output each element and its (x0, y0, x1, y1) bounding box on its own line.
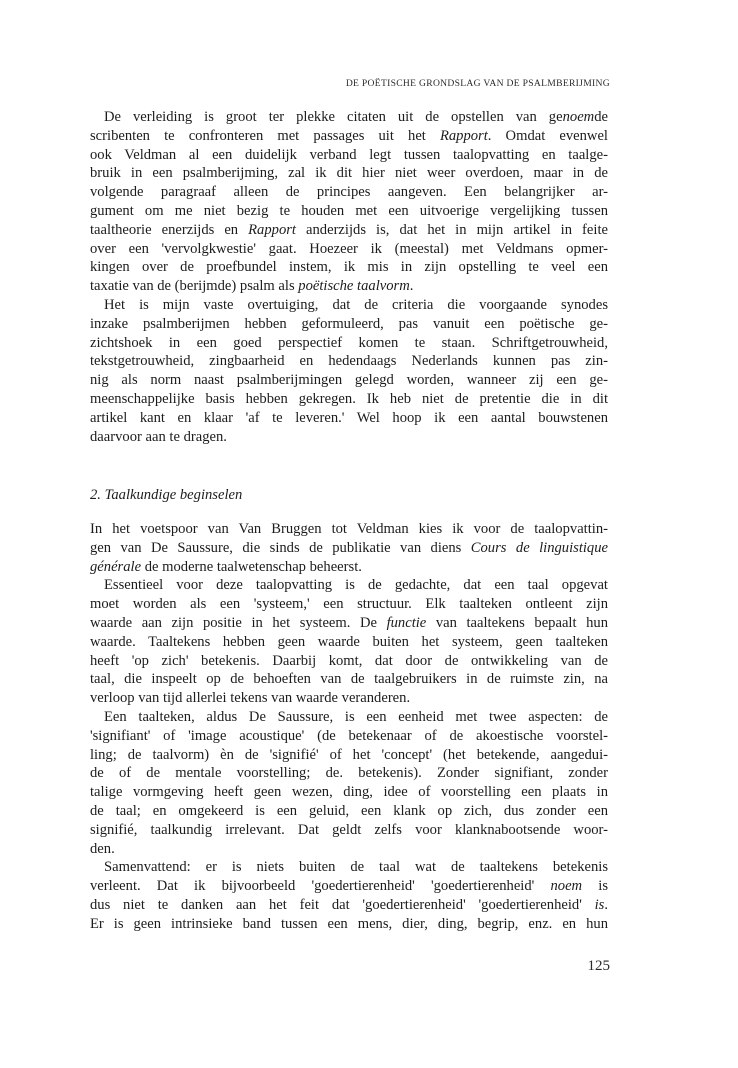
text-line: de taal; en omgekeerd is een geluid, een klank op zich, dus zonder een (90, 802, 608, 819)
running-head: DE POËTISCHE GRONDSLAG VAN DE PSALMBERIJMING (345, 78, 610, 89)
text-line: Er is geen intrinsieke band tussen een mens, dier, ding, begrip, enz. en hun (90, 915, 608, 932)
text-line: ling; de taalvorm) èn de 'signifié' of het 'concept' (het betekende, aangedui- (90, 746, 608, 763)
text-line: générale de moderne taalwetenschap beheerst. (90, 558, 362, 575)
text-line: Samenvattend: er is niets buiten de taal wat de taaltekens betekenis (104, 859, 608, 876)
text-line: scribenten te confronteren met passages uit het Rapport. Omdat evenwel (90, 127, 608, 144)
text-line: heeft 'op zich' betekenis. Daarbij komt, dat door de ontwikkeling van de (90, 652, 608, 669)
text-line: moet worden als een 'systeem,' een structuur. Elk taalteken ontleent zijn (90, 596, 608, 613)
text-line: ook Veldman al een duidelijk verband legt tussen taalopvatting en taalge- (90, 146, 608, 163)
text-line: gen van De Saussure, die sinds de publikatie van diens Cours de linguistique (90, 539, 609, 556)
text-line: Essentieel voor deze taalopvatting is de gedachte, dat een taal opgevat (104, 577, 608, 594)
text-line: 'signifiant' of 'image acoustique' (de betekenaar of de akoestische voorstel- (90, 727, 608, 744)
paragraphs-section-2 (90, 520, 608, 934)
text-line: kingen over de proefbundel instem, ik mis in zijn opstelling te veel een (90, 259, 608, 276)
text-line: De verleiding is groot ter plekke citaten uit de opstellen van genoemde (104, 109, 608, 125)
text-line: taaltheorie enerzijds en Rapport anderzijds is, dat het in mijn artikel in feite (90, 221, 608, 238)
text-line: verleent. Dat ik bijvoorbeeld 'goedertierenheid' 'goedertierenheid' noem is (90, 878, 608, 895)
section-title: Taalkundige beginselen (104, 487, 243, 503)
text-line: bruik in een psalmberijming, zal ik dit hier niet weer overdoen, maar in de (90, 165, 608, 182)
section-number: 2. (90, 487, 101, 503)
text-line: talige vormgeving heeft geen wezen, ding, idee of voorstelling een plaats in (90, 784, 608, 801)
paragraphs-intro (90, 108, 608, 446)
text-line: daarvoor aan te dragen. (90, 428, 227, 445)
text-line: signifié, taalkundig irrelevant. Dat geldt zelfs voor klanknabootsende woor- (90, 821, 608, 838)
text-line: taxatie van de (berijmde) psalm als poëtische taalvorm. (90, 278, 414, 295)
text-line: meenschappelijke basis hebben gekregen. Ik heb niet de pretentie die in dit (90, 390, 608, 407)
text-line: over een 'vervolgkwestie' gaat. Hoezeer ik (meestal) met Veldmans opmer- (90, 240, 608, 257)
text-line: den. (90, 840, 115, 857)
section-heading (90, 487, 242, 504)
text-line: artikel kant en klaar 'af te leveren.' Wel hoop ik een aantal bouwstenen (90, 409, 608, 426)
text-line: volgende paragraaf alleen de principes aangeven. Een belangrijker ar- (90, 184, 608, 201)
text-line: Het is mijn vaste overtuiging, dat de criteria die voorgaande synodes (104, 296, 608, 313)
text-line: waarde aan zijn positie in het systeem. De functie van taaltekens bepaalt hun (90, 614, 608, 631)
text-line: de of de mentale voorstelling; de. betekenis). Zonder signifiant, zonder (90, 765, 608, 782)
text-line: zichtshoek in een goed perspectief komen te staan. Schriftgetrouwheid, (90, 334, 608, 351)
text-line: inzake psalmberijmen hebben geformuleerd, pas vanuit een poëtische ge- (90, 315, 608, 332)
text-line: waarde. Taaltekens hebben geen waarde buiten het systeem, geen taalteken (90, 633, 608, 650)
page-number: 125 (587, 958, 610, 974)
text-line: Een taalteken, aldus De Saussure, is een eenheid met twee aspecten: de (104, 708, 608, 725)
text-line: gument om me niet bezig te houden met een uitvoerige vergelijking tussen (90, 202, 608, 219)
text-line: In het voetspoor van Van Bruggen tot Veldman kies ik voor de taalopvattin- (90, 521, 608, 537)
text-line: verloop van tijd allerlei tekens van waarde veranderen. (90, 690, 411, 707)
text-line: nig als norm naast psalmberijmingen gelegd worden, wanneer zij een ge- (90, 372, 608, 389)
text-line: dus niet te danken aan het feit dat 'goedertierenheid' 'goedertierenheid' is. (90, 896, 608, 913)
text-line: taal, die inspeelt op de behoeften van de taalgebruikers in de ruimste zin, na (90, 671, 608, 688)
text-line: tekstgetrouwheid, zingbaarheid en hedendaags Nederlands kunnen pas zin- (90, 353, 608, 370)
